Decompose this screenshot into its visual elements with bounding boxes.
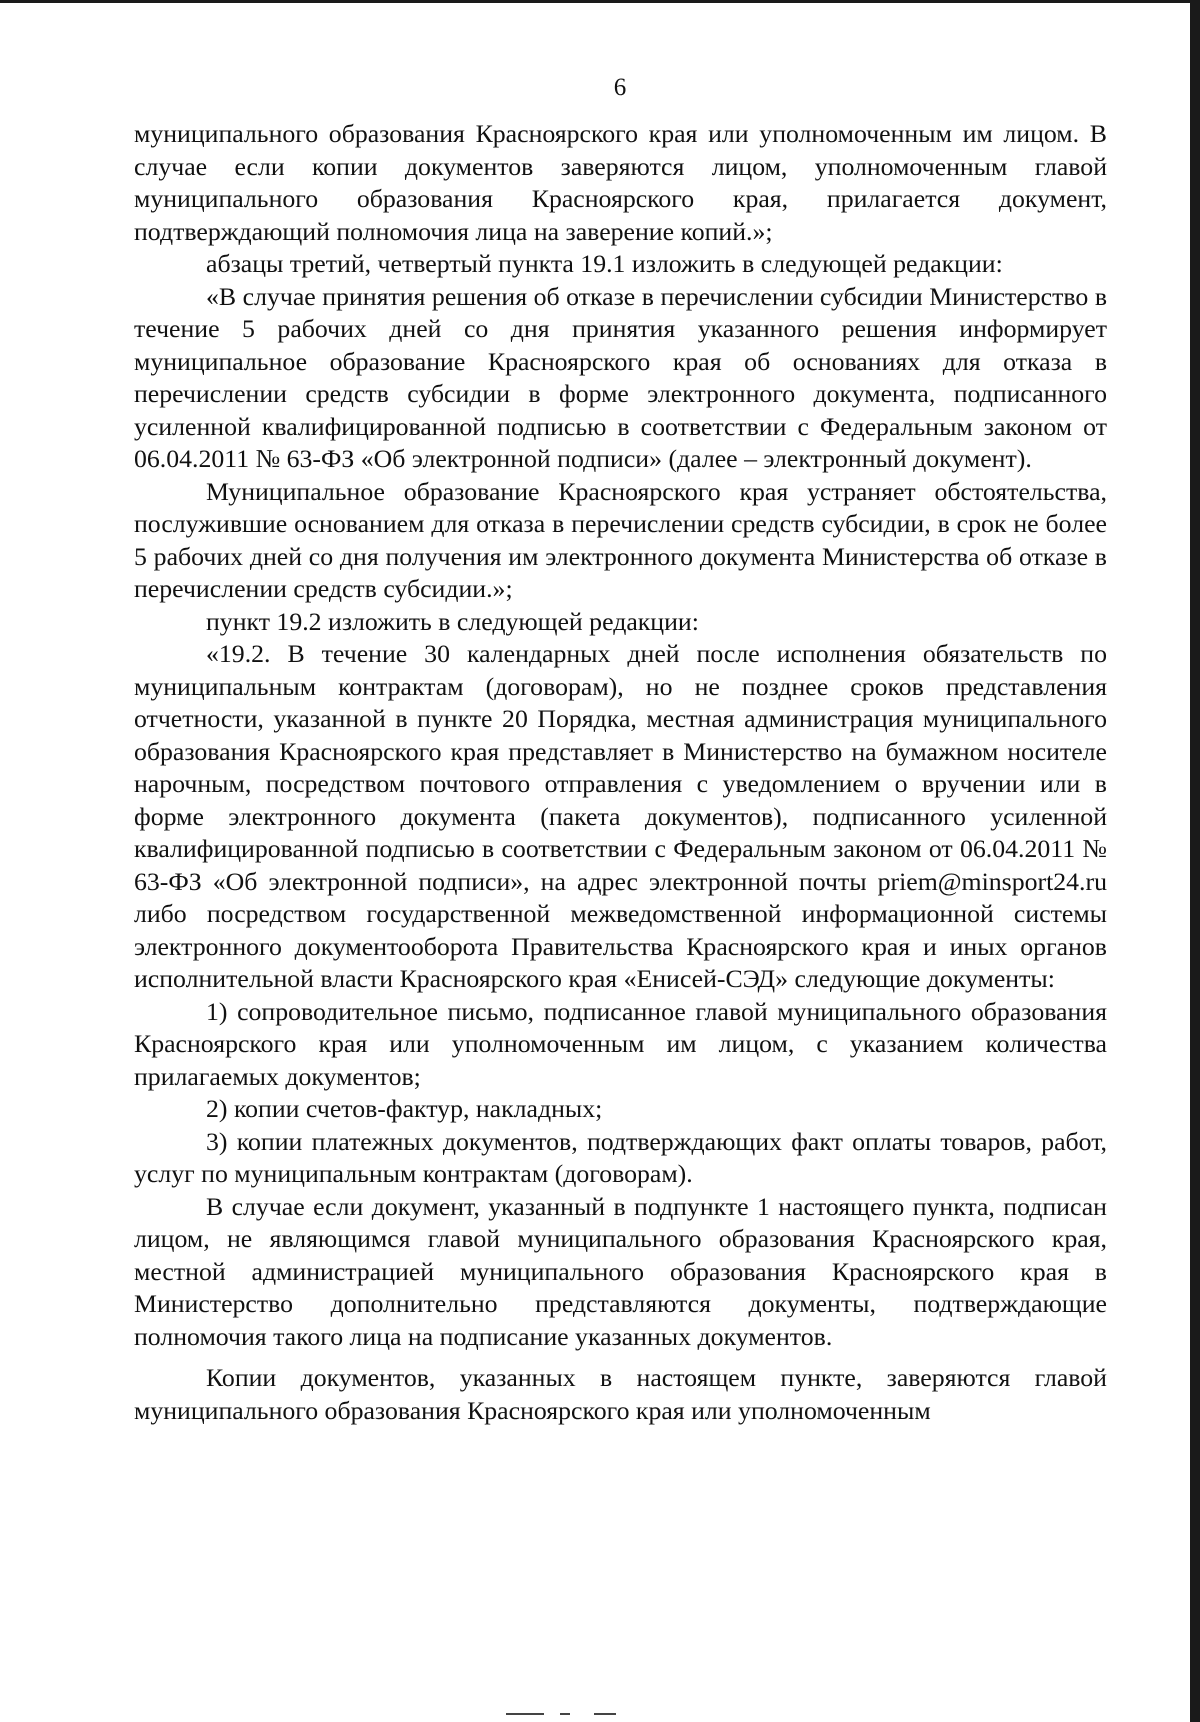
paragraph-amendment-19-2: пункт 19.2 изложить в следующей редакции: bbox=[206, 606, 699, 636]
paragraph-signatory-authority: В случае если документ, указанный в подпункте 1 настоящего пункта, подписан лицом, не являющимся главой муниципального образования Красноярского края, местной администрацией муниципального образования Красноярского края в Министерство дополнительно представляются документы, подтверждающие полномочия такого лица на подписание указанных документов. bbox=[134, 1191, 1107, 1351]
list-item-1: 1) сопроводительное письмо, подписанное главой муниципального образования Красноярского края или уполномоченным им лицом, с указанием количества прилагаемых документов; bbox=[134, 996, 1107, 1091]
document-body bbox=[134, 118, 1107, 1427]
list-item-2: 2) копии счетов-фактур, накладных; bbox=[206, 1094, 603, 1123]
paragraph-continuation: муниципального образования Красноярского края или уполномоченным им лицом. В случае если копии документов заверяются лицом, уполномоченным главой муниципального образования Красноярского края, прилагается документ, подтверждающий полномочия лица на заверение копий.»; bbox=[134, 119, 1107, 246]
scan-top-edge bbox=[0, 0, 1200, 3]
paragraph-refusal-decision: «В случае принятия решения об отказе в перечислении субсидии Министерство в течение 5 рабочих дней со дня принятия указанного решения информирует муниципальное образование Красноярского края об основаниях для отказа в перечислении средств субсидии в форме электронного документа, подписанного усиленной квалифицированной подписью в соответствии с Федеральным законом от 06.04.2011 № 63-ФЗ «Об электронной подписи» (далее – электронный документ). bbox=[134, 281, 1107, 473]
list-item-3: 3) копии платежных документов, подтверждающих факт оплаты товаров, работ, услуг по муниципальным контрактам (договорам). bbox=[134, 1126, 1107, 1188]
page-number: 6 bbox=[613, 74, 627, 101]
paragraph-copies-certified: Копии документов, указанных в настоящем пункте, заверяются главой муниципального образования Красноярского края или уполномоченным bbox=[134, 1363, 1107, 1425]
paragraph-amendment-19-1: абзацы третий, четвертый пункта 19.1 изложить в следующей редакции: bbox=[206, 249, 1003, 278]
paragraph-19-2-text: «19.2. В течение 30 календарных дней после исполнения обязательств по муниципальным контрактам (договорам), но не позднее сроков представления отчетности, указанной в пункте 20 Порядка, местная администрация муниципального образования Красноярского края представляет в Министерство на бумажном носителе нарочным, посредством почтового отправления с уведомлением о вручении или в форме электронного документа (пакета документов), подписанного усиленной квалифицированной подписью в соответствии с Федеральным законом от 06.04.2011 № 63-ФЗ «Об электронной подписи», на адрес электронной почты priem@minsport24.ru либо посредством государственной межведомственной информационной системы электронного документооборота Правительства Красноярского края и иных органов исполнительной власти Красноярского края «Енисей-СЭД» следующие документы: bbox=[134, 639, 1107, 993]
scan-bottom-marks bbox=[0, 1705, 1200, 1722]
scan-right-edge bbox=[1190, 0, 1200, 1722]
paragraph-municipality-eliminates: Муниципальное образование Красноярского края устраняет обстоятельства, послужившие основанием для отказа в перечислении средств субсидии, в срок не более 5 рабочих дней со дня получения им электронного документа Министерства об отказе в перечислении средств субсидии.»; bbox=[134, 476, 1107, 603]
